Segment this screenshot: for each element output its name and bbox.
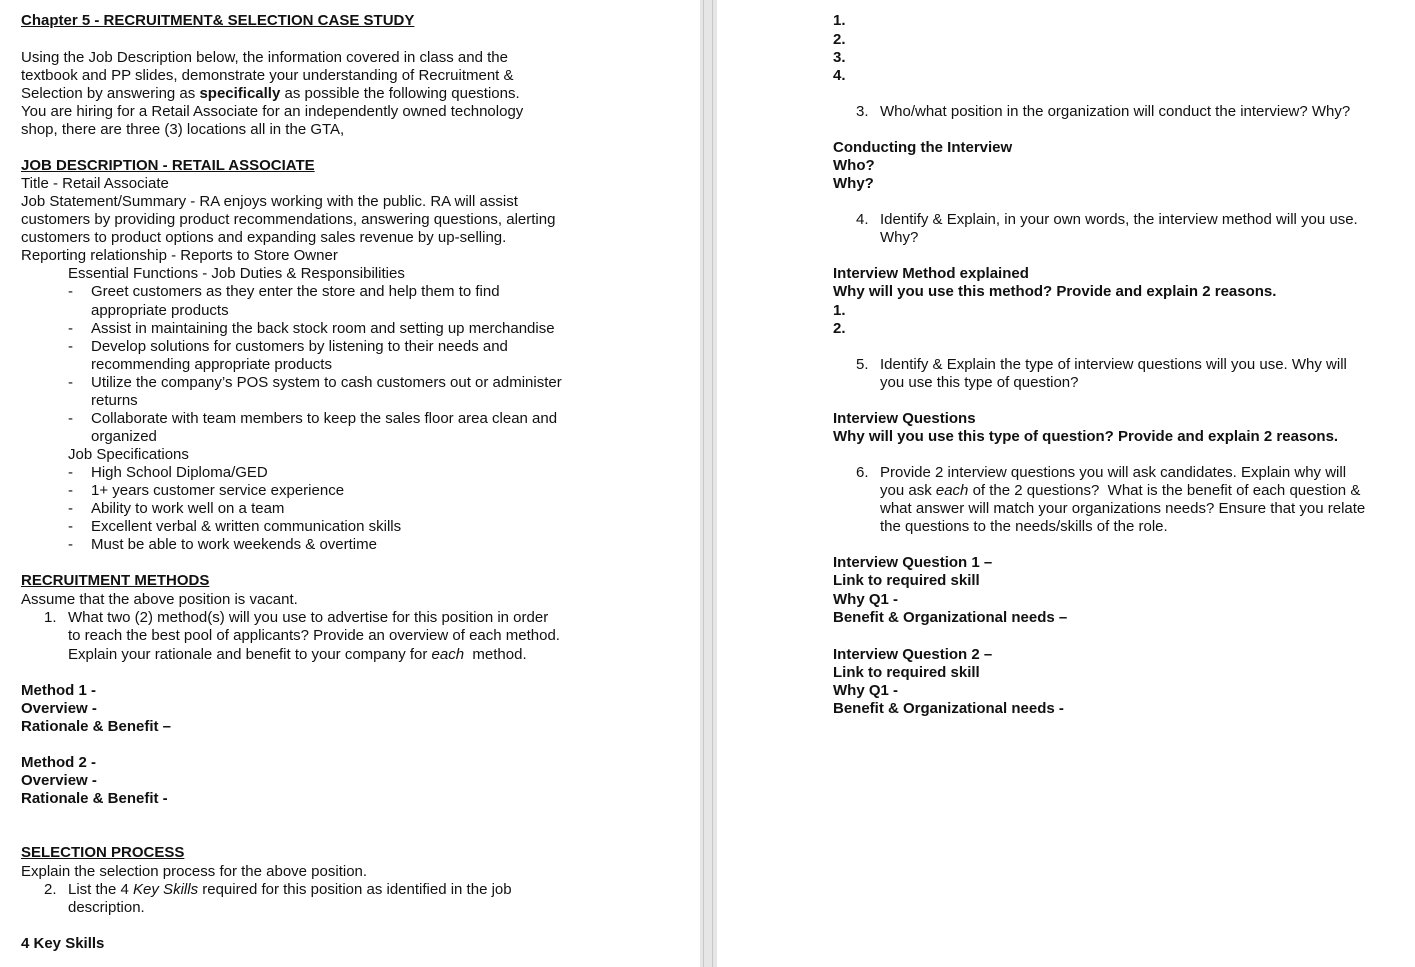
- list-item: Must be able to work weekends & overtime: [91, 536, 377, 553]
- interview-question-2-why: Why Q1 -: [833, 682, 899, 699]
- list-item: Assist in maintaining the back stock room and setting up merchandise: [91, 320, 555, 337]
- method-1-label: Method 1 -: [21, 682, 96, 699]
- list-bullet: -: [68, 338, 73, 355]
- job-line: Job Statement/Summary - RA enjoys working with the public. RA will assist: [21, 193, 518, 210]
- method-1-overview: Overview -: [21, 700, 97, 717]
- question-line: Provide 2 interview questions you will ask candidates. Explain why will: [880, 464, 1347, 481]
- job-line: customers to product options and expanding sales revenue by up-selling.: [21, 229, 507, 246]
- left-page: [0, 0, 700, 967]
- questions-reasons-prompt: Why will you use this type of question? Provide and explain 2 reasons.: [833, 428, 1339, 445]
- list-item-cont: recommending appropriate products: [91, 356, 332, 373]
- question-line: What two (2) method(s) will you use to advertise for this position in order: [68, 609, 549, 626]
- question-line: to reach the best pool of applicants? Provide an overview of each method.: [68, 627, 560, 644]
- question-line: Identify & Explain the type of interview questions will you use. Why will: [880, 356, 1347, 373]
- list-bullet: -: [68, 374, 73, 391]
- list-item: Collaborate with team members to keep the sales floor area clean and: [91, 410, 558, 427]
- method-2-label: Method 2 -: [21, 754, 96, 771]
- reason-number: 1.: [833, 302, 846, 319]
- method-1-rationale: Rationale & Benefit –: [21, 718, 172, 735]
- question-line: you use this type of question?: [880, 374, 1079, 391]
- question-line: Explain your rationale and benefit to your company for each method.: [68, 646, 527, 663]
- right-page: [717, 0, 1415, 967]
- question-line: what answer will match your organizations needs? Ensure that you relate: [880, 500, 1366, 517]
- intro-line: shop, there are three (3) locations all in the GTA,: [21, 121, 345, 138]
- list-item: Greet customers as they enter the store and help them to find: [91, 283, 500, 300]
- emphasis-specifically: specifically: [199, 85, 281, 102]
- method-2-overview: Overview -: [21, 772, 97, 789]
- job-specifications-heading: Job Specifications: [68, 446, 189, 463]
- list-item: Ability to work well on a team: [91, 500, 285, 517]
- reason-number: 2.: [833, 320, 846, 337]
- question-number: 2.: [44, 881, 57, 898]
- skill-number: 4.: [833, 67, 846, 84]
- question-line: you ask each of the 2 questions? What is the benefit of each question &: [880, 482, 1361, 499]
- intro-line: Selection by answering as specifically as possible the following questions.: [21, 85, 520, 102]
- question-line: Why?: [880, 229, 919, 246]
- list-item: 1+ years customer service experience: [91, 482, 345, 499]
- question-number: 5.: [856, 356, 869, 373]
- question-line: Identify & Explain, in your own words, the interview method will you use.: [880, 211, 1358, 228]
- interview-question-1-benefit: Benefit & Organizational needs –: [833, 609, 1068, 626]
- method-explained-heading: Interview Method explained: [833, 265, 1029, 282]
- key-skills-label: 4 Key Skills: [21, 935, 105, 952]
- question-number: 4.: [856, 211, 869, 228]
- list-item: Develop solutions for customers by listening to their needs and: [91, 338, 508, 355]
- essential-functions-heading: Essential Functions - Job Duties & Responsibilities: [68, 265, 405, 282]
- list-bullet: -: [68, 464, 73, 481]
- interview-question-1-label: Interview Question 1 –: [833, 554, 993, 571]
- selection-explain: Explain the selection process for the above position.: [21, 863, 368, 880]
- conducting-heading: Conducting the Interview: [833, 139, 1013, 156]
- question-number: 3.: [856, 103, 869, 120]
- list-bullet: -: [68, 536, 73, 553]
- interview-questions-heading: Interview Questions: [833, 410, 976, 427]
- skill-number: 2.: [833, 31, 846, 48]
- method-2-rationale: Rationale & Benefit -: [21, 790, 168, 807]
- list-bullet: -: [68, 518, 73, 535]
- list-bullet: -: [68, 482, 73, 499]
- list-item-cont: appropriate products: [91, 302, 229, 319]
- interview-question-2-link: Link to required skill: [833, 664, 980, 681]
- page-gutter: [700, 0, 717, 967]
- job-description-heading: JOB DESCRIPTION - RETAIL ASSOCIATE: [21, 157, 315, 174]
- conducting-who: Who?: [833, 157, 875, 174]
- question-line: List the 4 Key Skills required for this position as identified in the job: [68, 881, 512, 898]
- job-line: Reporting relationship - Reports to Store Owner: [21, 247, 338, 264]
- question-line: Who/what position in the organization will conduct the interview? Why?: [880, 103, 1351, 120]
- selection-process-heading: SELECTION PROCESS: [21, 844, 185, 861]
- question-number: 6.: [856, 464, 869, 481]
- question-line: the questions to the needs/skills of the role.: [880, 518, 1168, 535]
- interview-question-1-why: Why Q1 -: [833, 591, 899, 608]
- list-item-cont: returns: [91, 392, 138, 409]
- conducting-why: Why?: [833, 175, 874, 192]
- question-line: description.: [68, 899, 145, 916]
- recruitment-assumption: Assume that the above position is vacant.: [21, 591, 298, 608]
- interview-question-1-link: Link to required skill: [833, 572, 980, 589]
- skill-number: 1.: [833, 12, 846, 29]
- question-number: 1.: [44, 609, 57, 626]
- intro-line: You are hiring for a Retail Associate for an independently owned technology: [21, 103, 524, 120]
- method-reasons-prompt: Why will you use this method? Provide and explain 2 reasons.: [833, 283, 1277, 300]
- interview-question-2-benefit: Benefit & Organizational needs -: [833, 700, 1064, 717]
- list-item-cont: organized: [91, 428, 157, 445]
- intro-line: Using the Job Description below, the information covered in class and the: [21, 49, 508, 66]
- list-bullet: -: [68, 320, 73, 337]
- job-line: customers by providing product recommendations, answering questions, alerting: [21, 211, 556, 228]
- page-edge: [703, 0, 704, 967]
- list-bullet: -: [68, 410, 73, 427]
- chapter-title: Chapter 5 - RECRUITMENT& SELECTION CASE STUDY: [21, 12, 415, 29]
- intro-line: textbook and PP slides, demonstrate your understanding of Recruitment &: [21, 67, 514, 84]
- list-item: High School Diploma/GED: [91, 464, 268, 481]
- list-item: Utilize the company’s POS system to cash customers out or administer: [91, 374, 562, 391]
- job-line: Title - Retail Associate: [21, 175, 169, 192]
- interview-question-2-label: Interview Question 2 –: [833, 646, 993, 663]
- list-bullet: -: [68, 500, 73, 517]
- list-bullet: -: [68, 283, 73, 300]
- skill-number: 3.: [833, 49, 846, 66]
- list-item: Excellent verbal & written communication skills: [91, 518, 402, 535]
- recruitment-methods-heading: RECRUITMENT METHODS: [21, 572, 210, 589]
- page-edge: [712, 0, 713, 967]
